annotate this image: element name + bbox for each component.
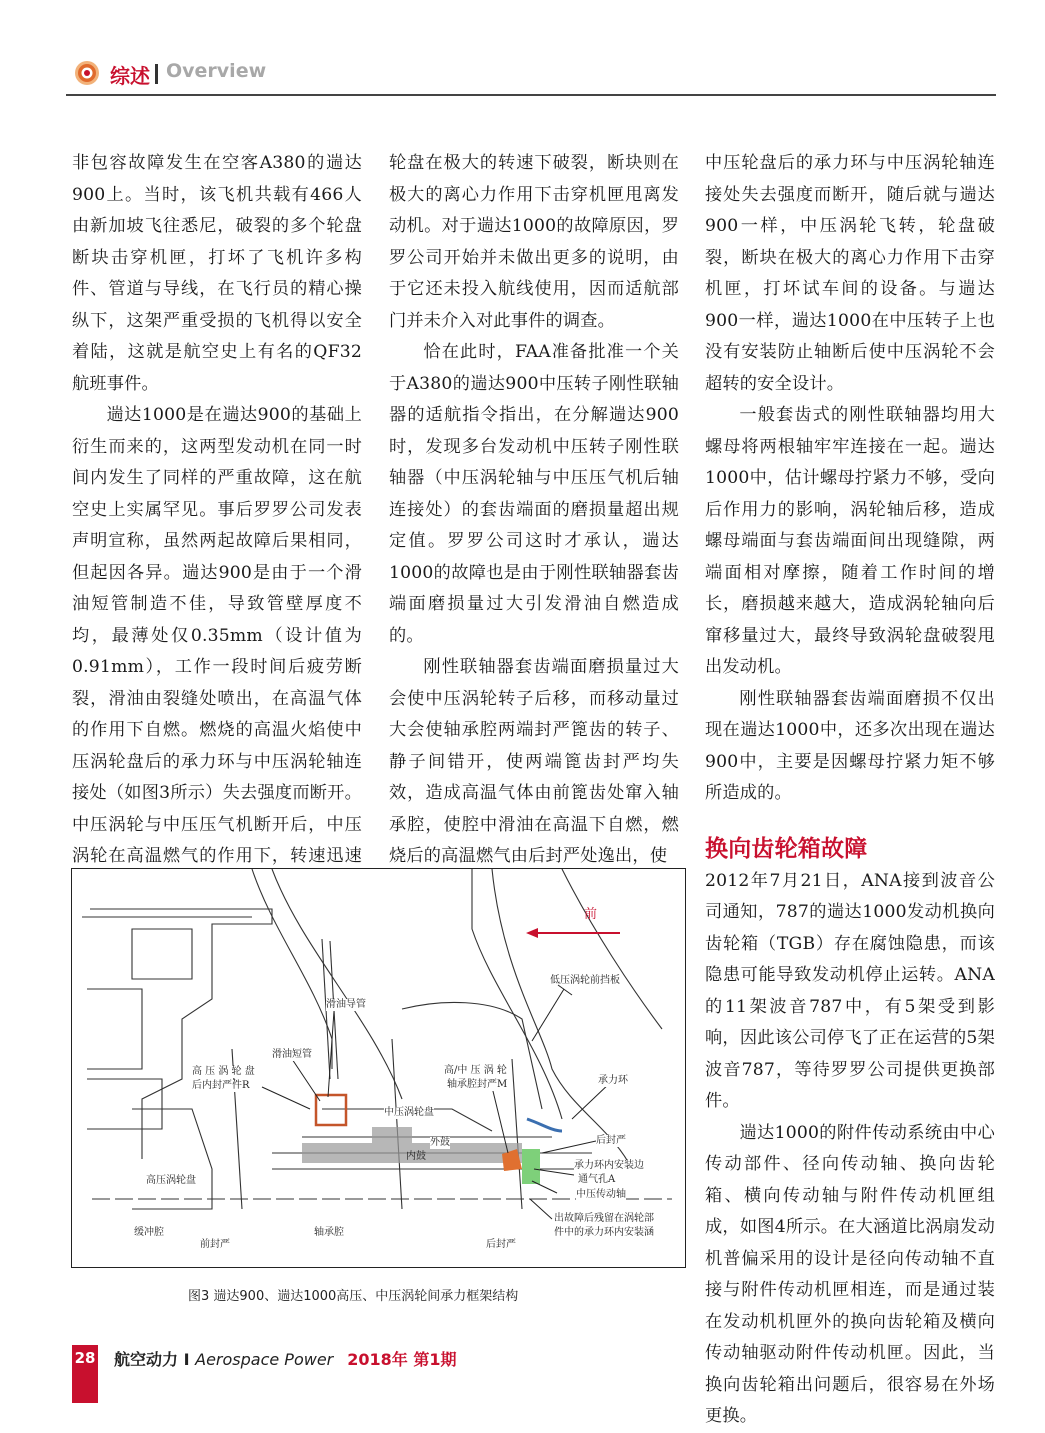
text-column-2 [389,148,679,873]
turbine-structure-drawing [72,869,685,1267]
paragraph: 一般套齿式的刚性联轴器均用大螺母将两根轴牢牢连接在一起。遄达1000中，估计螺母拧紧力不够，受向后作用力的影响，涡轮轴后移，造成螺母端面与套齿端面间出现缝隙，两端面相对摩擦，随着工作时间的增长，磨损越来越大，造成涡轮轴向后窜移量过大，最终导致涡轮盘破裂甩出发动机。 [705,405,995,677]
page-footer [0,1345,1045,1403]
lp-baffle-label: 低压涡轮前挡板 [550,975,620,986]
section-heading: 换向齿轮箱故障 [705,835,868,862]
rear-seal-top-label: 后封严 [596,1135,626,1146]
vent-label-1: 承力环内安装边 [574,1160,644,1171]
hp-ip-seal-m-label-2: 轴承腔封严M [447,1079,508,1090]
residue-label-2: 件中的承力环内安装涵 [554,1227,654,1238]
forward-label: 前 [584,907,598,922]
paragraph: 中压轮盘后的承力环与中压涡轮轴连接处失去强度而断开，随后就与遄达900一样，中压涡轮飞转，轮盘破裂，断块在极大的离心力作用下击穿机匣，打坏试车间的设备。与遄达900一样，遄达1000在中压转子上也没有安装防止轴断后使中压涡轮不会超转的安全设计。 [705,153,995,394]
page-number: 28 [74,1349,96,1367]
oil-tube-label: 滑油导管 [326,999,366,1010]
section-divider [155,64,158,84]
text-column-3 [705,148,995,1433]
journal-name-cn: 航空动力 [114,1350,179,1369]
paragraph: 2012年7月21日，ANA接到波音公司通知，787的遄达1000发动机换向齿轮箱（TGB）存在腐蚀隐患，而该隐患可能导致发动机停止运转。ANA的11架波音787中，有5架受到影响，因此该公司停飞了正在运营的5架波音787，等待罗罗公司提供更换部件。 [705,870,995,1111]
journal-issue: 2018年 第1期 [347,1350,457,1369]
inner-casing-label: 内鼓 [406,1151,426,1162]
paragraph: 轮盘在极大的转速下破裂，断块则在极大的离心力作用下击穿机匣甩离发动机。对于遄达1000的故障原因，罗罗公司开始并未做出更多的说明，由于它还未投入航线使用，因而适航部门并未介入对此事件的调查。 [389,153,679,331]
ip-disc-label: 中压涡轮盘 [384,1107,434,1118]
hp-seal-r-label-1: 高 压 涡 轮 盘 [192,1066,255,1077]
hp-seal-r-label-2: 后内封严件R [192,1080,250,1091]
journal-name [114,1347,457,1370]
bearing-cavity-label: 轴承腔 [314,1227,344,1238]
rear-seal-bottom-label: 后封严 [486,1239,516,1250]
section-title-cn: 综述 [110,64,150,88]
paragraph: 刚性联轴器套齿端面磨损不仅出现在遄达1000中，还多次出现在遄达900中，主要是因螺母拧紧力矩不够所造成的。 [705,688,995,803]
journal-name-en: Aerospace Power [195,1350,334,1369]
paragraph: 遄达1000的附件传动系统由中心传动部件、径向传动轴、换向齿轮箱、横向传动轴与附件传动机匣组成，如图4所示。在大涵道比涡扇发动机普偏采用的设计是径向传动轴不直接与附件传动机匣相连，而是通过装在发动机机匣外的换向齿轮箱及横向传动轴驱动附件传动机匣。因此，当换向齿轮箱出问题后，很容易在外场更换。 [705,1122,995,1426]
journal-separator: I [183,1350,190,1369]
oil-short-tube-label: 滑油短管 [272,1049,312,1060]
front-seal-label: 前封严 [200,1239,230,1250]
paragraph: 恰在此时，FAA准备批准一个关于A380的遄达900中压转子刚性联轴器的适航指令指出，在分解遄达900时，发现多台发动机中压转子刚性联轴器（中压涡轮轴与中压压气机后轴连接处）的套齿端面的磨损量超出规定值。罗罗公司这时才承认，遄达1000的故障也是由于刚性联轴器套齿端面磨损量过大引发滑油自燃造成的。 [389,342,679,646]
figure-caption: 图3 遄达900、遄达1000高压、中压涡轮间承力框架结构 [188,1289,519,1304]
header-rule [66,94,996,96]
section-title-en: Overview [166,60,267,82]
ip-shaft-label: 中压传动轴 [576,1189,626,1200]
vent-label-2: 通气孔A [578,1174,616,1185]
page-header [66,58,996,94]
journal-logo-icon [74,60,100,86]
hp-ip-seal-m-label-1: 高/中 压 涡 轮 [444,1065,507,1076]
load-ring-label: 承力环 [598,1075,628,1086]
paragraph: 非包容故障发生在空客A380的遄达900上。当时，该飞机共载有466人由新加坡飞往悉尼，破裂的多个轮盘断块击穿机匣，打坏了飞机许多构件、管道与导线，在飞行员的精心操纵下，这架严重受损的飞机得以安全着陆，这就是航空史上有名的QF32航班事件。 [72,153,362,394]
figure-3-diagram [71,868,686,1268]
residue-label-1: 出故障后残留在涡轮部 [554,1213,654,1224]
outer-casing-label: 外鼓 [430,1137,450,1148]
buffer-cavity-label: 缓冲腔 [134,1227,164,1238]
hp-disc-label: 高压涡轮盘 [146,1175,196,1186]
paragraph: 刚性联轴器套齿端面磨损量过大会使中压涡轮转子后移，而移动量过大会使轴承腔两端封严篦齿的转子、静子间错开，使两端篦齿封严均失效，造成高温气体由前篦齿处窜入轴承腔，使腔中滑油在高温下自燃，燃烧后的高温燃气由后封严处逸出，使 [389,657,679,866]
paragraph: 遄达1000是在遄达900的基础上衍生而来的，这两型发动机在同一时间内发生了同样的严重故障，这在航空史上实属罕见。事后罗罗公司发表声明宣称，虽然两起故障后果相同，但起因各异。遄达900是由于一个滑油短管制造不佳，导致管壁厚度不均，最薄处仅0.35mm（设计值为0.91mm），工作一段时间后疲劳断裂，滑油由裂缝处喷出，在高温气体的作用下自燃。燃烧的高温火焰使中压涡轮盘后的承力环与中压涡轮轴连接处（如图3所示）失去强度而断开。中压涡轮与中压压气机断开后，中压涡轮在高温燃气的作用下，转速迅速 [72,405,362,866]
text-column-1 [72,148,362,904]
